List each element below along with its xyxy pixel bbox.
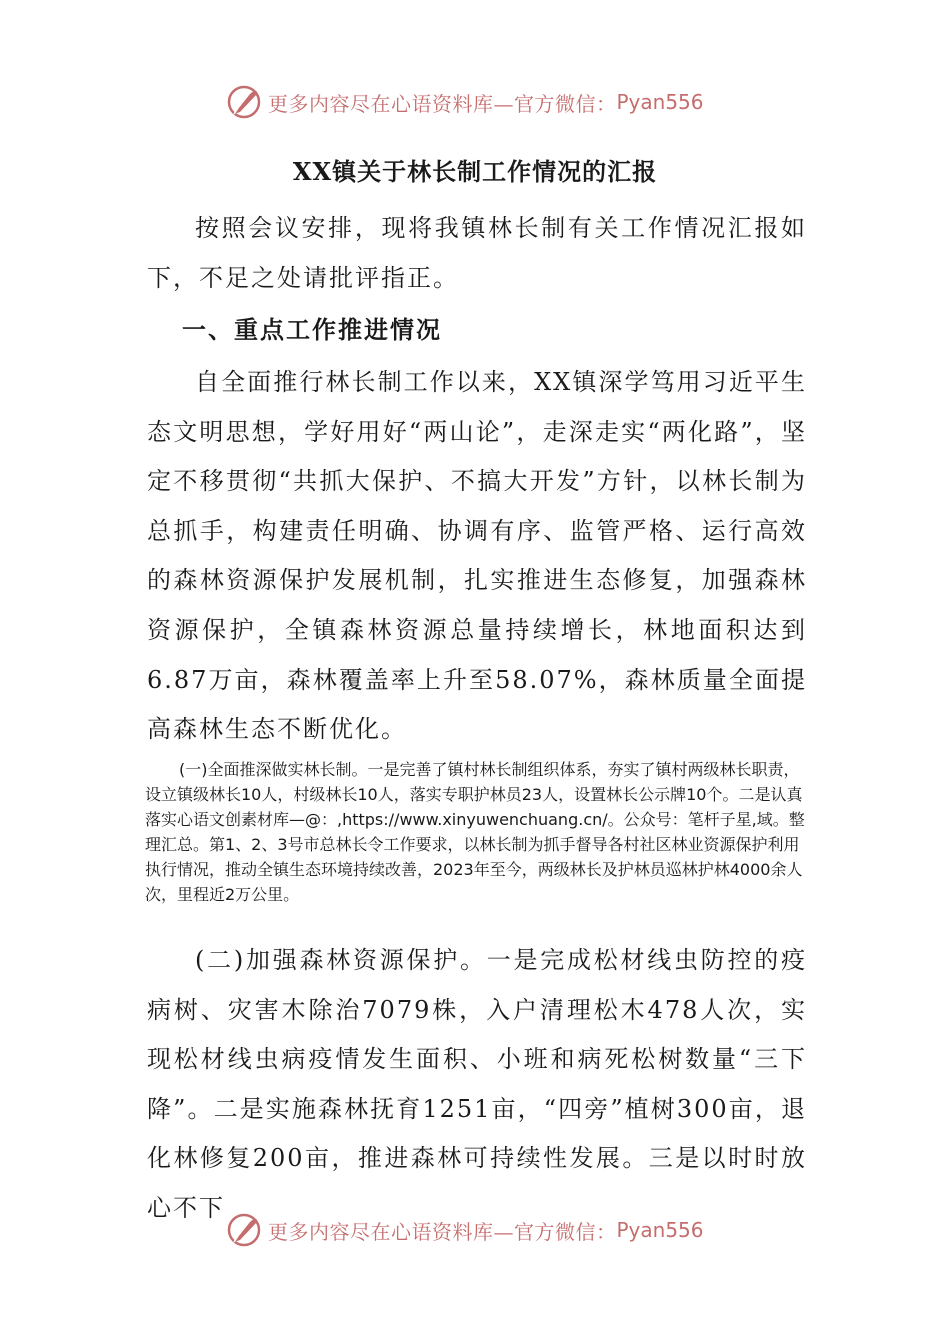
section-heading-1: 一、重点工作推进情况 — [182, 315, 442, 344]
document-title: XX镇关于林长制工作情况的汇报 — [292, 157, 658, 186]
quill-logo-icon — [226, 1212, 262, 1248]
watermark-text: 更多内容尽在心语资料库—官方微信： — [268, 1219, 617, 1244]
watermark-banner-bottom — [226, 1210, 726, 1250]
item-1-paragraph: (一)全面推深做实林长制。一是完善了镇村林长制组织体系，夯实了镇村两级林长职责，设立镇级林长10人，村级林长10人，落实专职护林员23人，设置林长公示牌10个。二是认真落实心语文创素材库—@：,https://www.xinyuwenchuang.cn/。公众号：笔杆子星,域。整理汇总。第1、2、3号市总林长令工作要求，以林长制为抓手督导各村社区林业资源保护利用执行情况，推动全镇生态环境持续改善，2023年至今，两级林长及护林员巡林护林4000余人次，里程近2万公里。 — [145, 760, 805, 904]
watermark-wechat-id: Pyan556 — [616, 90, 704, 114]
quill-logo-icon — [226, 84, 262, 120]
watermark-wechat-id: Pyan556 — [616, 1218, 704, 1242]
section-1-body: 自全面推行林长制工作以来，XX镇深学笃用习近平生态文明思想，学好用好“两山论”，走深走实“两化路”，坚定不移贯彻“共抓大保护、不搞大开发”方针，以林长制为总抓手，构建责任明确、协调有序、监管严格、运行高效的森林资源保护发展机制，扎实推进生态修复，加强森林资源保护，全镇森林资源总量持续增长，林地面积达到6.87万亩，森林覆盖率上升至58.07%，森林质量全面提高森林生态不断优化。 — [147, 368, 807, 744]
watermark-text: 更多内容尽在心语资料库—官方微信： — [268, 91, 617, 116]
item-2-paragraph: (二)加强森林资源保护。一是完成松材线虫防控的疫病树、灾害木除治7079株，入户清理松木478人次，实现松材线虫病疫情发生面积、小班和病死松树数量“三下降”。二是实施森林抚育1251亩，“四旁”植树300亩，退化林修复200亩，推进森林可持续性发展。三是以时时放心不下 — [147, 946, 807, 1222]
watermark-banner-top — [226, 82, 726, 122]
intro-paragraph: 按照会议安排，现将我镇林长制有关工作情况汇报如下，不足之处请批评指正。 — [147, 214, 807, 292]
